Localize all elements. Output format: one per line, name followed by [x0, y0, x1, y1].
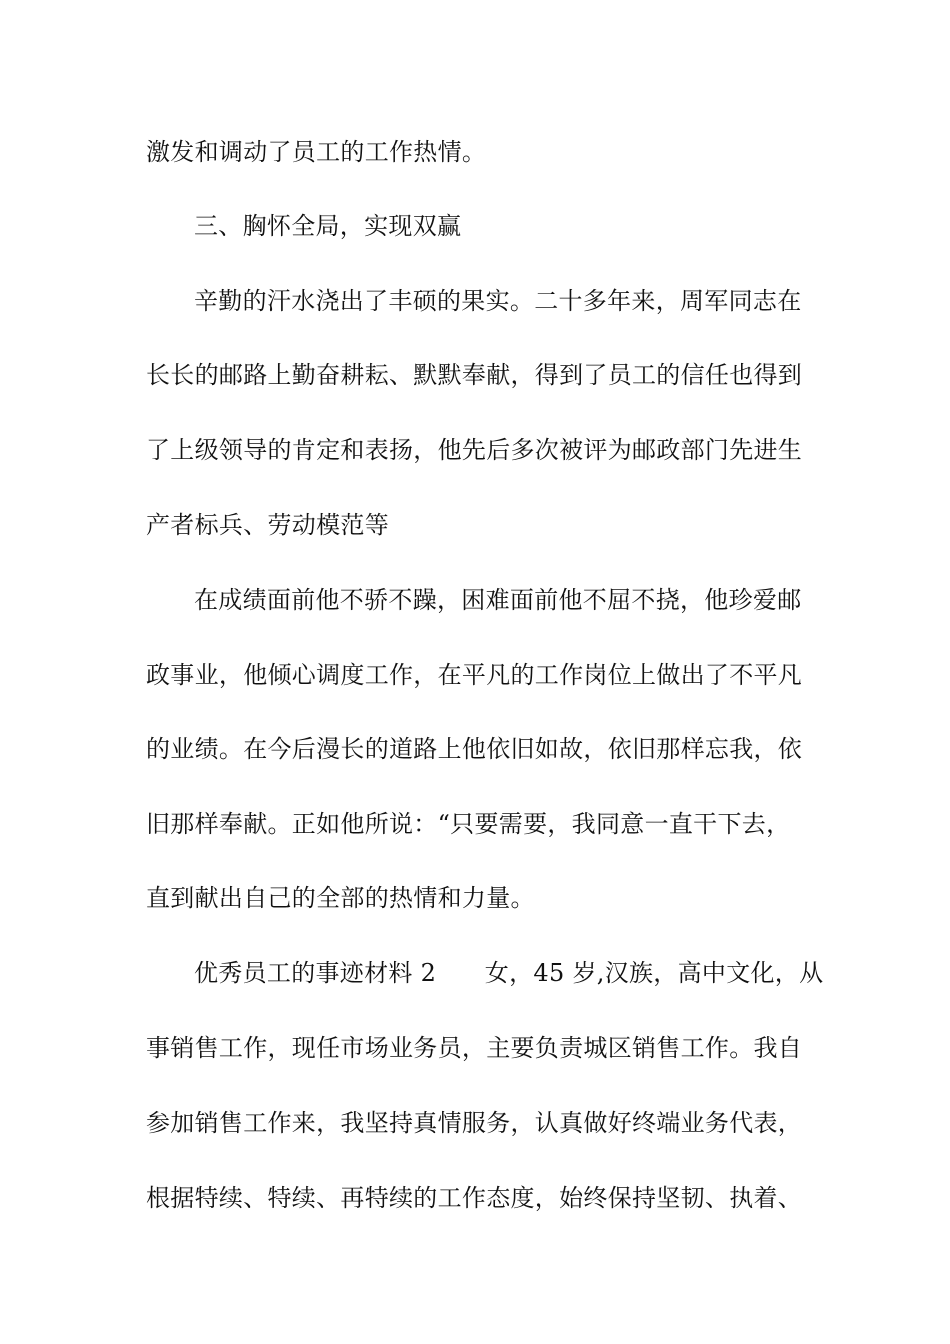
text-line-4: 长长的邮路上勤奋耕耘、默默奉献，得到了员工的信任也得到 [146, 361, 803, 389]
text-line-9: 的业绩。在今后漫长的道路上他依旧如故，依旧那样忘我，依 [146, 735, 803, 763]
text-line-12: 优秀员工的事迹材料 2 女，45 岁,汉族，高中文化，从 [194, 959, 824, 987]
section-heading: 三、胸怀全局，实现双赢 [194, 212, 462, 240]
text-line-7: 在成绩面前他不骄不躁，困难面前他不屈不挠，他珍爱邮 [194, 586, 802, 614]
text-line-3: 辛勤的汗水浇出了丰硕的果实。二十多年来，周军同志在 [194, 287, 802, 315]
text-line-1: 激发和调动了员工的工作热情。 [146, 138, 487, 166]
text-line-15: 根据特续、特续、再特续的工作态度，始终保持坚韧、执着、 [146, 1184, 803, 1212]
text-line-5: 了上级领导的肯定和表扬，他先后多次被评为邮政部门先进生 [146, 436, 803, 464]
text-line-10: 旧那样奉献。正如他所说：“只要需要，我同意一直干下去， [146, 810, 791, 838]
text-line-14: 参加销售工作来，我坚持真情服务，认真做好终端业务代表， [146, 1109, 803, 1137]
text-line-13: 事销售工作，现任市场业务员，主要负责城区销售工作。我自 [146, 1034, 803, 1062]
text-line-8: 政事业，他倾心调度工作，在平凡的工作岗位上做出了不平凡 [146, 661, 803, 689]
text-line-11: 直到献出自己的全部的热情和力量。 [146, 884, 535, 912]
text-line-6: 产者标兵、劳动模范等 [146, 511, 389, 539]
